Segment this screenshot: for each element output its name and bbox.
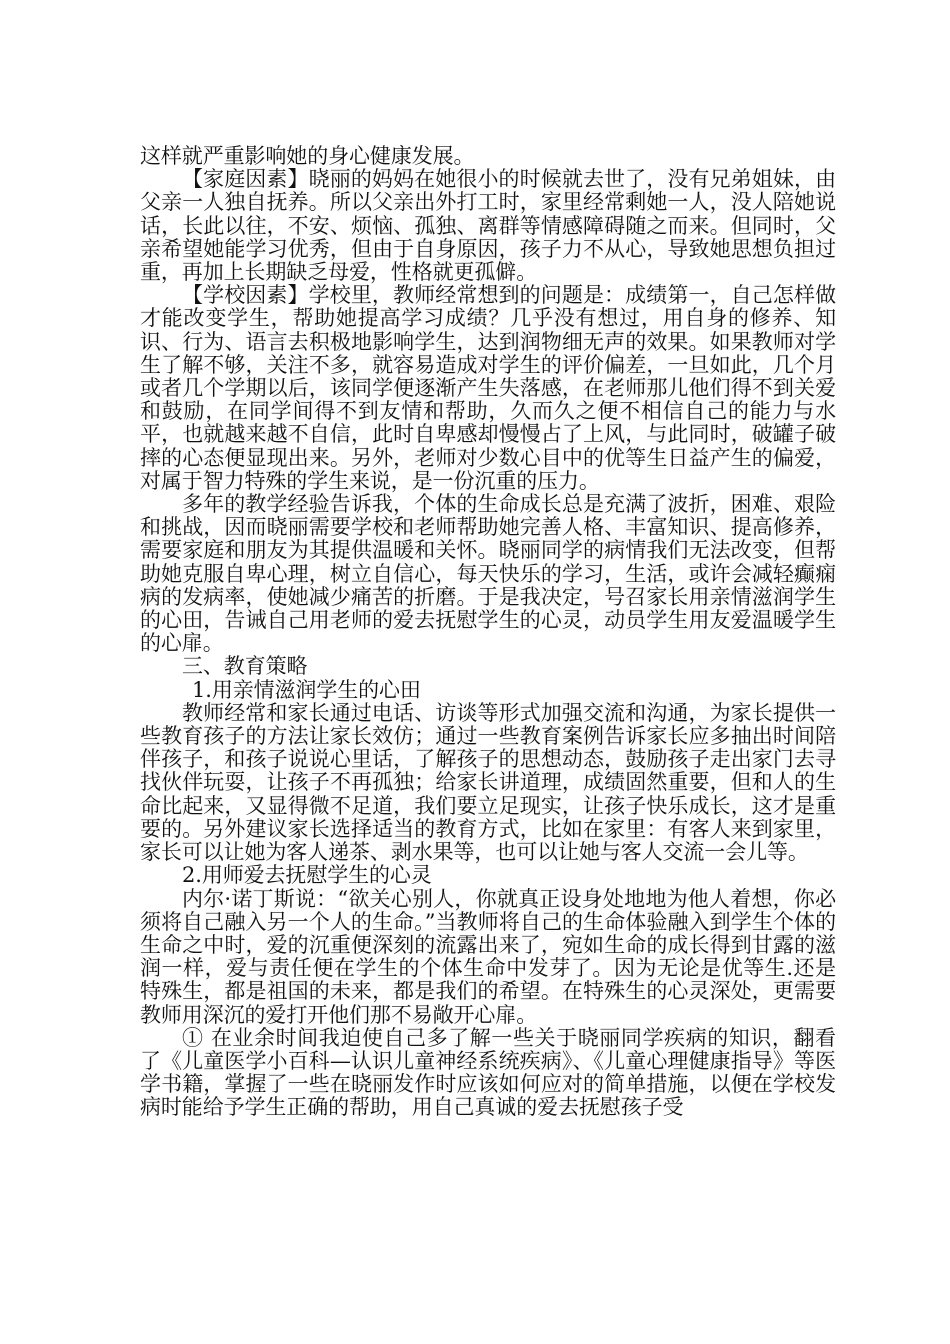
paragraph-parent-communication: 教师经常和家长通过电话、访谈等形式加强交流和沟通，为家长提供一些教育孩子的方法让家长效仿；通过一些教育案例告诉家长应多抽出时间陪伴孩子，和孩子说说心里话，了解孩子的思想动态，鼓励孩子走出家门去寻找伙伴玩耍，让孩子不再孤独；给家长讲道理，成绩固然重要，但和人的生命比起来，又显得微不足道，我们要立足现实，让孩子快乐成长，这才是重要的。另外建议家长选择适当的教育方式，比如在家里：有客人来到家里，家长可以让她为客人递茶、剥水果等，也可以让她与客人交流一会儿等。 bbox=[140, 700, 836, 865]
section-heading-strategy: 三、教育策略 bbox=[182, 654, 308, 679]
paragraph-school-factors: 【学校因素】学校里，教师经常想到的问题是：成绩第一，自己怎样做才能改变学生，帮助她提高学习成绩？几乎没有想过，用自身的修养、知识、行为、语言去积极地影响学生，达到润物细无声的效果。如果教师对学生了解不够，关注不多，就容易造成对学生的评价偏差，一旦如此，几个月或者几个学期以后，该同学便逐渐产生失落感，在老师那儿他们得不到关爱和鼓励，在同学间得不到友情和帮助，久而久之便不相信自己的能力与水平，也就越来越不自信，此时自卑感却慢慢占了上风，与此同时，破罐子破摔的心态便显现出来。另外，老师对少数心目中的优等生日益产生的偏爱，对属于智力特殊的学生来说，是一份沉重的压力。 bbox=[140, 283, 836, 493]
paragraph-noddings-quote: 内尔·诺丁斯说：“欲关心别人，你就真正设身处地地为他人着想，你必须将自己融入另一个人的生命。”当教师将自己的生命体验融入到学生个体的生命之中时，爱的沉重便深刻的流露出来了，宛如生命的成长得到甘露的滋润一样，爱与责任便在学生的个体生命中发芽了。因为无论是优等生.还是特殊生，都是祖国的未来，都是我们的希望。在特殊生的心灵深处，更需要教师用深沉的爱打开他们那不易敞开心扉。 bbox=[140, 886, 836, 1027]
paragraph-intro-end: 这样就严重影响她的身心健康发展。 bbox=[140, 144, 475, 168]
paragraph-family-factors: 【家庭因素】晓丽的妈妈在她很小的时候就去世了，没有兄弟姐妹，由父亲一人独自抚养。所以父亲出外打工时，家里经常剩她一人，没人陪她说话，长此以往，不安、烦恼、孤独、离群等情感障碍随之而来。但同时，父亲希望她能学习优秀，但由于自身原因，孩子力不从心，导致她思想负担过重，再加上长期缺乏母爱，性格就更孤僻。 bbox=[140, 167, 836, 285]
subheading-family-love: 1.用亲情滋润学生的心田 bbox=[192, 677, 421, 702]
subheading-teacher-love: 2.用师爱去抚慰学生的心灵 bbox=[182, 863, 432, 888]
paragraph-point-one: ① 在业余时间我迫使自己多了解一些关于晓丽同学疾病的知识，翻看了《儿童医学小百科—认识儿童神经系统疾病》、《儿童心理健康指导》等医学书籍，掌握了一些在晓丽发作时应该如何应对的简单措施，以便在学校发病时能给予学生正确的帮助，用自己真诚的爱去抚慰孩子受 bbox=[140, 1025, 836, 1120]
paragraph-teaching-experience: 多年的教学经验告诉我，个体的生命成长总是充满了波折，困难、艰险和挑战，因而晓丽需要学校和老师帮助她完善人格、丰富知识、提高修养，需要家庭和朋友为其提供温暖和关怀。晓丽同学的病情我们无法改变，但帮助她克服自卑心理，树立自信心，每天快乐的学习，生活，或许会减轻癫痫病的发病率，使她减少痛苦的折磨。于是我决定，号召家长用亲情滋润学生的心田，告诫自己用老师的爱去抚慰学生的心灵，动员学生用友爱温暖学生的心扉。 bbox=[140, 492, 836, 656]
document-page bbox=[140, 145, 836, 1120]
